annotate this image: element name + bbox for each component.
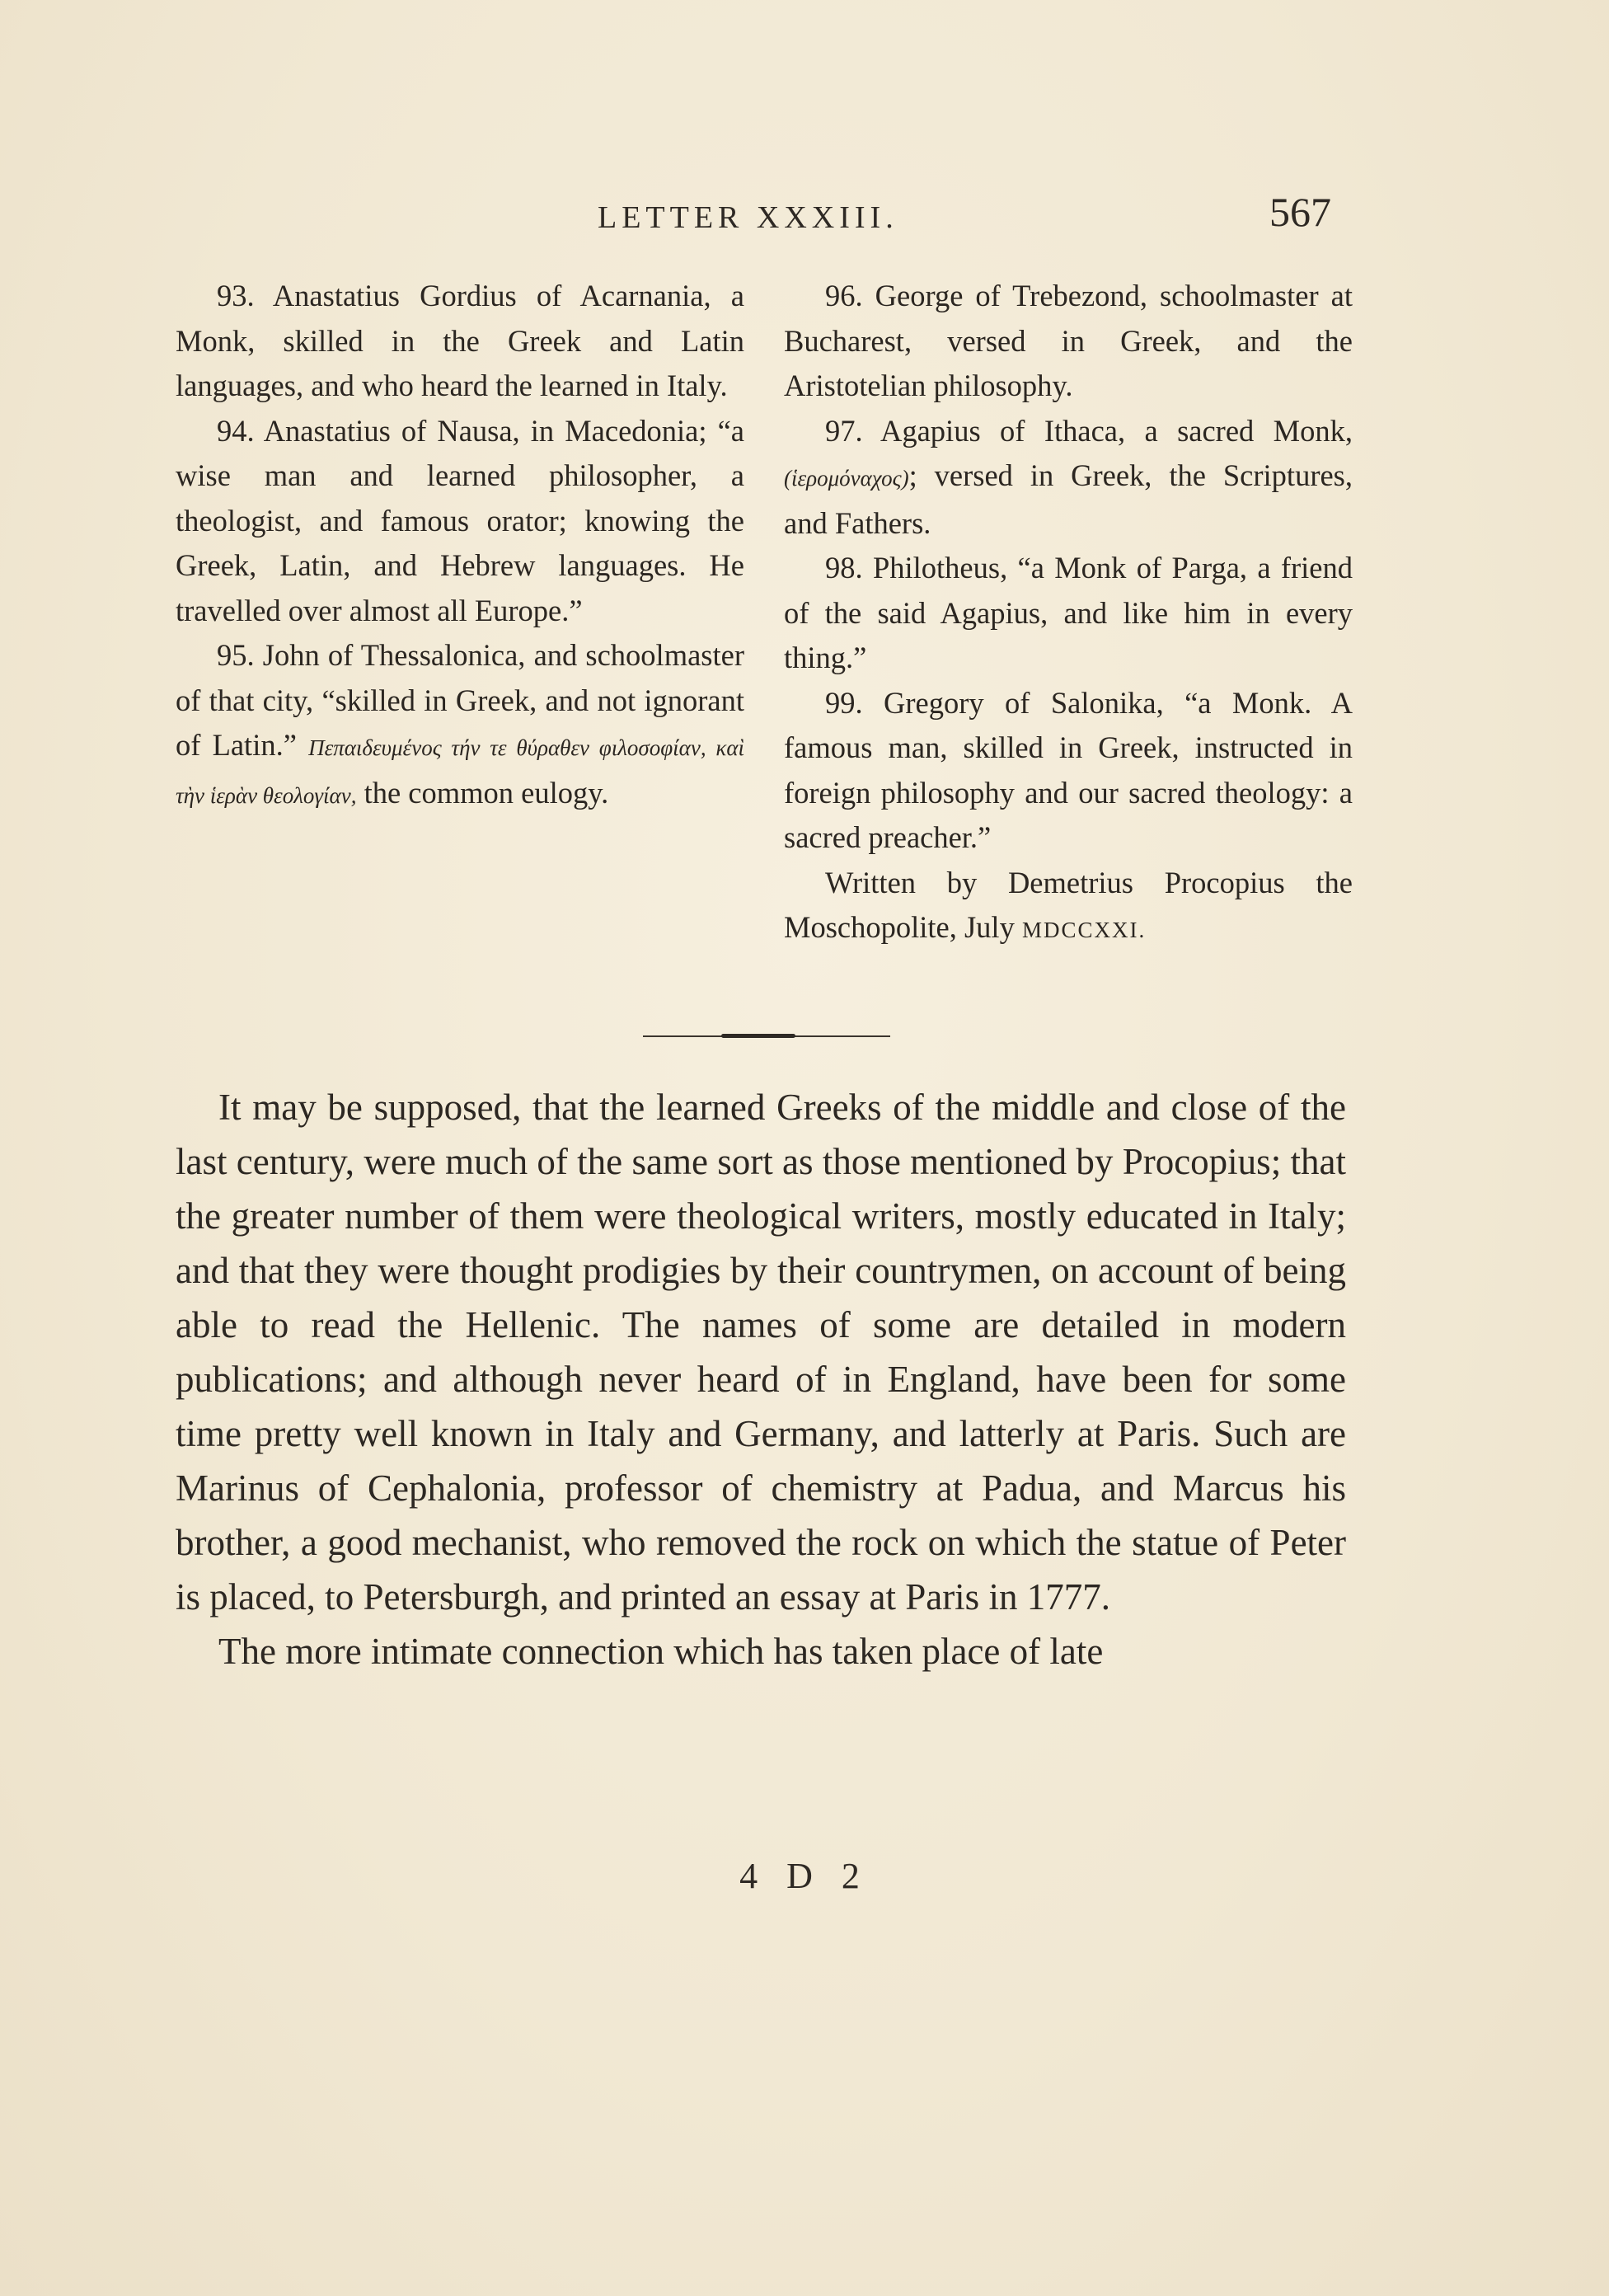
paragraph-1: It may be supposed, that the learned Greeks of the middle and close of the last century, were much of the same sort as those mentioned by Procopius; that the greater number of them were theological writers, mostly educated in Italy; and that they were thought prodigies by their countrymen, on account of being able to read the Hellenic. The names of some are detailed in modern publications; and although never heard of in England, have been for some time pretty well known in Italy and Germany, and latterly at Paris. Such are Marinus of Cephalonia, professor of chemistry at Padua, and Marcus his brother, a good mechanist, who removed the rock on which the statue of Peter is placed, to Petersburgh, and printed an essay at Paris in 1777.	[176, 1087, 1346, 1618]
right-column	[784, 274, 1353, 953]
page-number: 567	[1269, 189, 1331, 235]
attribution-date: MDCCXXI.	[1021, 918, 1147, 942]
list-item-94: 94. Anastatius of Nausa, in Macedonia; “a wise man and learned philosopher, a theologist, and famous orator; knowing the Greek, Latin, and Hebrew languages. He travelled over almost all Europe.”	[176, 413, 744, 627]
list-item-97	[784, 409, 1353, 547]
running-head	[0, 188, 1609, 246]
list-item-97-tail: ; versed in Greek, the Scriptures, and Fathers.	[784, 458, 1353, 540]
two-column-list	[176, 274, 1353, 950]
list-item-93: 93. Anastatius Gordius of Acarnania, a Monk, skilled in the Greek and Latin languages, and who heard the learned in Italy.	[176, 279, 744, 402]
main-text	[176, 1080, 1346, 1679]
attribution-text: Written by Demetrius Procopius the Moschopolite, July	[784, 865, 1353, 944]
list-item-95-text: 95. John of Thessalonica, and schoolmaster of that city, “skilled in Greek, and not ignorant of Latin.”	[176, 638, 744, 762]
list-item-95-tail: the common eulogy.	[364, 775, 609, 810]
list-item-96: 96. George of Trebezond, schoolmaster at Bucharest, versed in Greek, and the Aristotelian philosophy.	[784, 279, 1353, 402]
list-item-95	[176, 633, 744, 818]
paragraph-2: The more intimate connection which has taken place of late	[218, 1631, 1104, 1672]
running-head-title: LETTER XXXIII.	[598, 200, 898, 235]
list-item-99: 99. Gregory of Salonika, “a Monk. A famous man, skilled in Greek, instructed in foreign philosophy and our sacred theology: a sacred preacher.”	[784, 685, 1353, 854]
section-divider	[643, 1034, 890, 1039]
left-column	[176, 274, 744, 818]
divider-swell	[721, 1034, 795, 1038]
list-item-97-text: 97. Agapius of Ithaca, a sacred Monk,	[825, 413, 1353, 448]
attribution	[784, 861, 1353, 953]
greek-quotation: Πεπαιδευμένος τήν τε θύραθεν φιλοσοφίαν, καὶ τὴν ἱερὰν θεολογίαν,	[176, 735, 745, 808]
greek-term: (ἱερομόναχος)	[784, 466, 909, 491]
signature-mark: 4 D 2	[739, 1856, 870, 1896]
list-item-98: 98. Philotheus, “a Monk of Parga, a friend of the said Agapius, and like him in every thing.”	[784, 551, 1353, 674]
